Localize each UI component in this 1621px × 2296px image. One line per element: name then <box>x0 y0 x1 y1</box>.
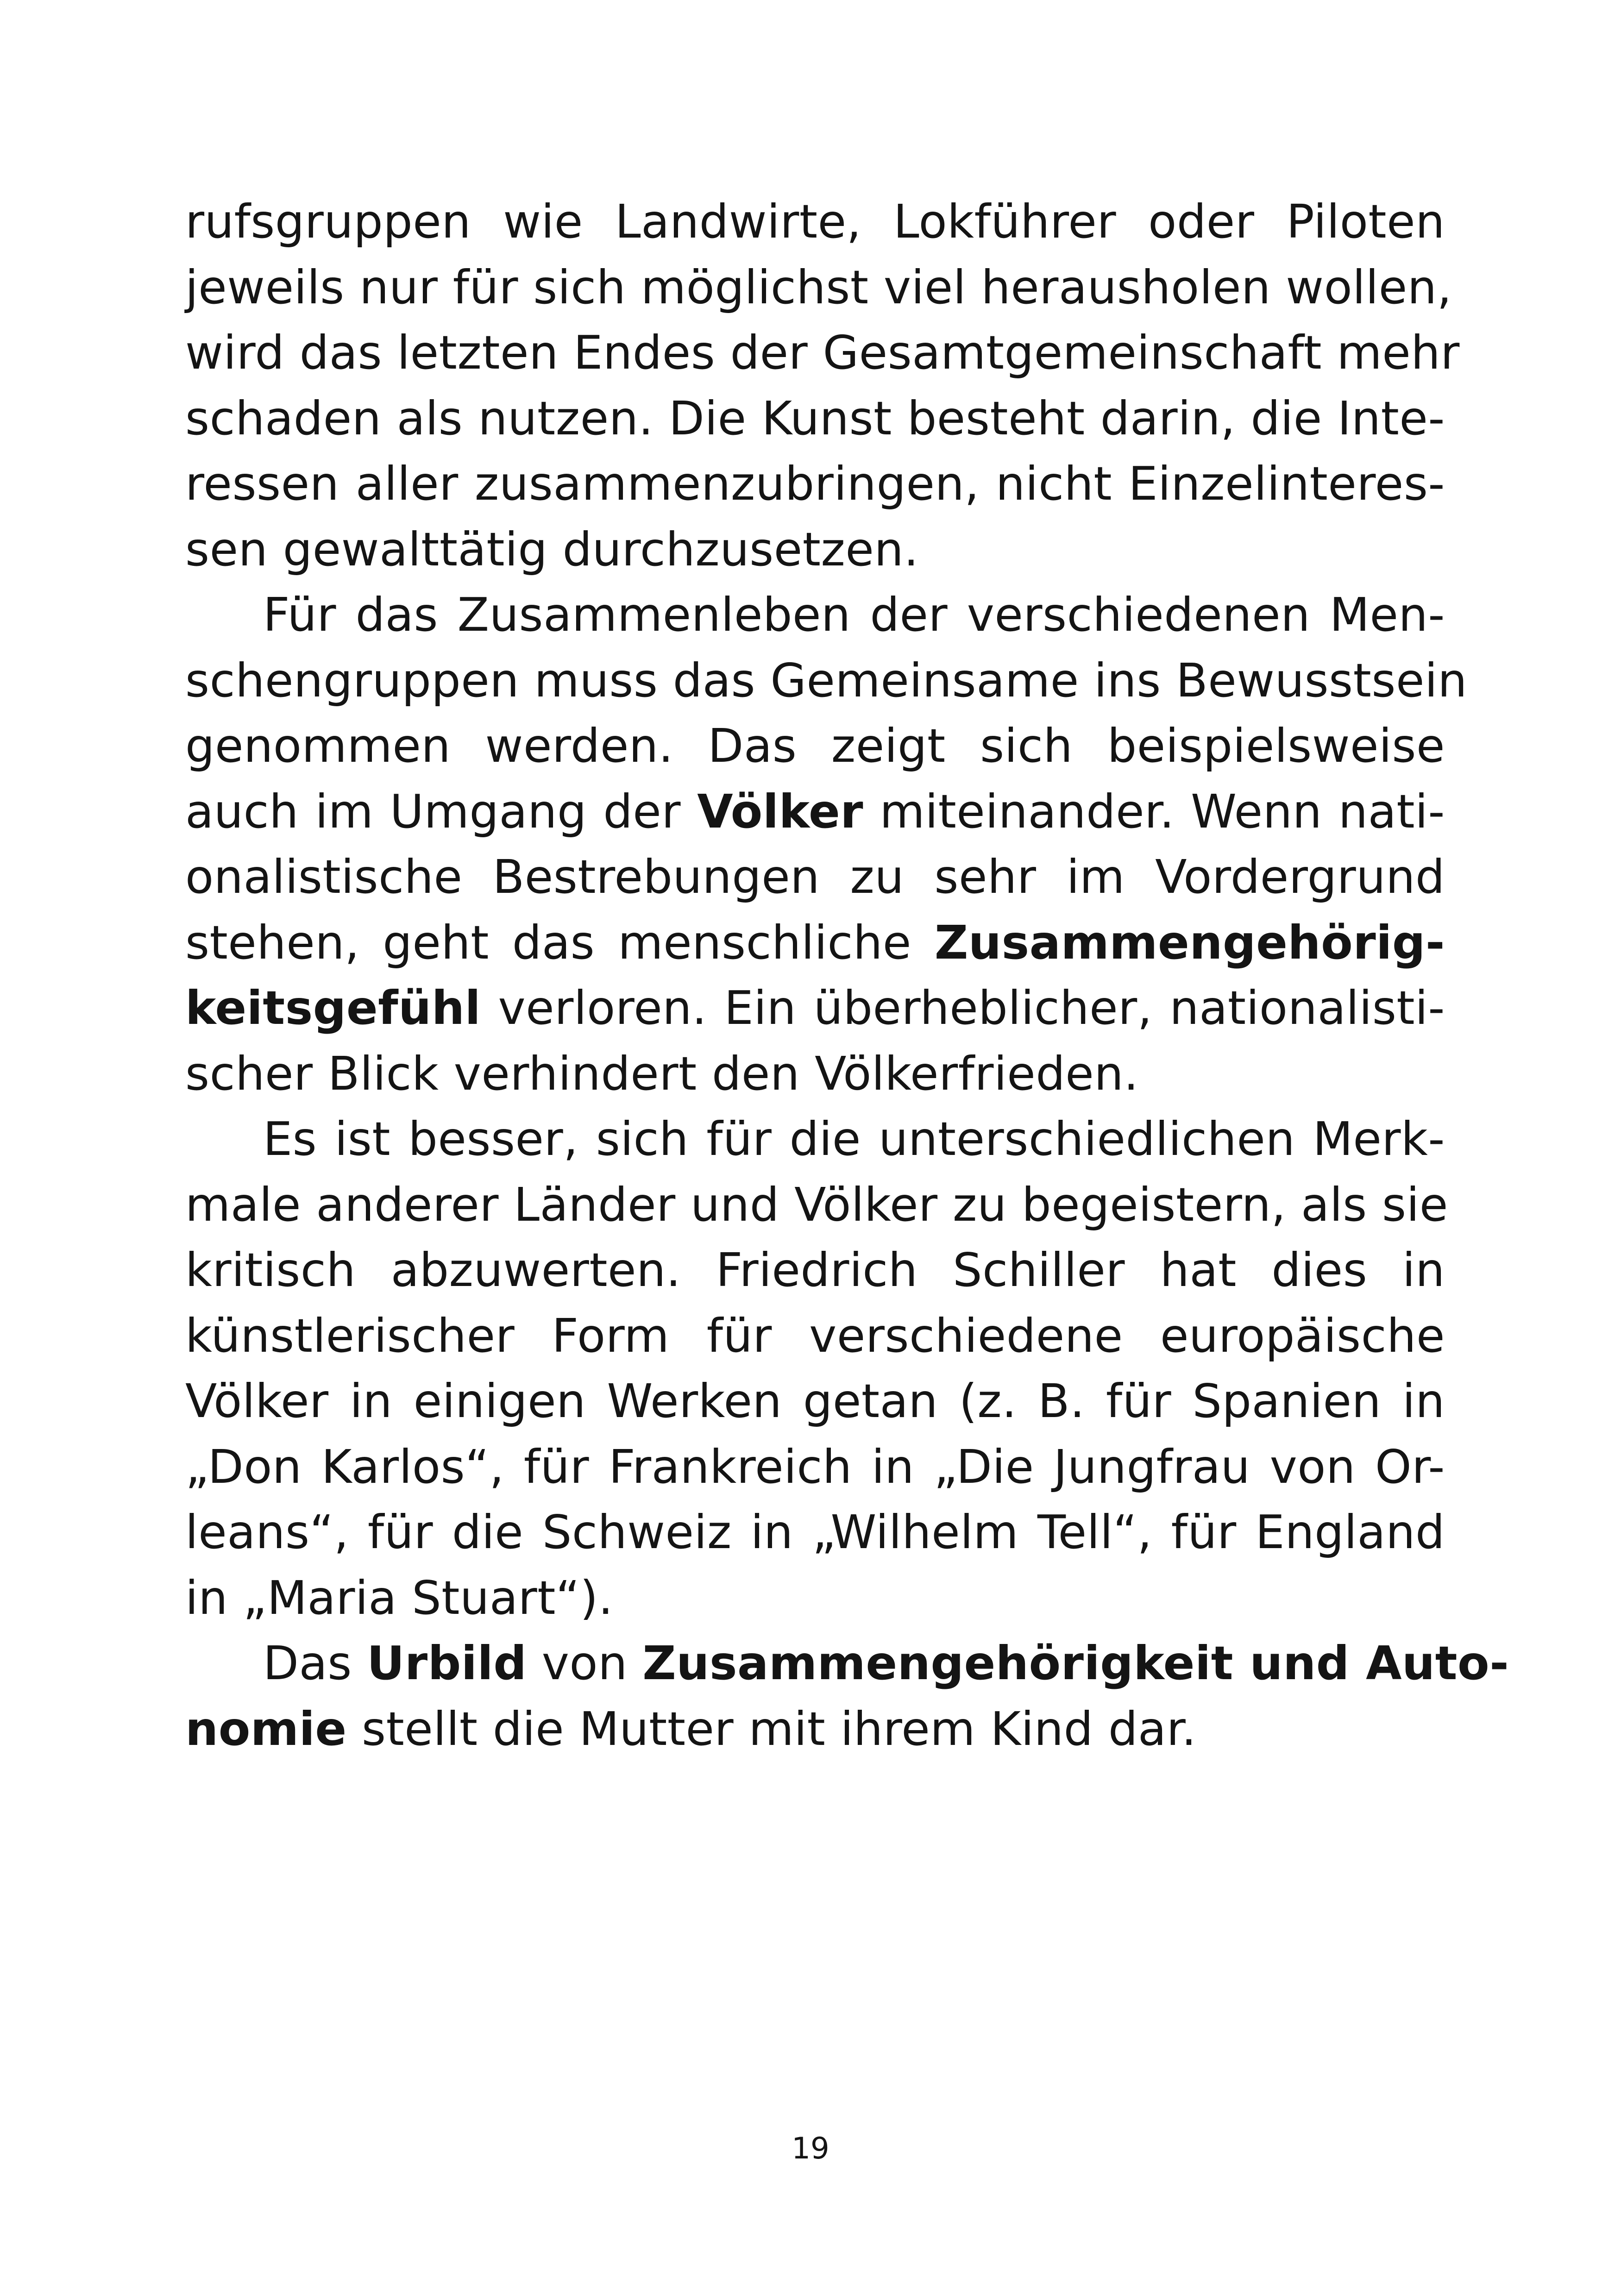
text-line <box>185 255 1452 320</box>
text-line <box>185 1237 1445 1303</box>
bold-term: keitsgefühl <box>185 981 481 1035</box>
text-segment: schaden als nutzen. Die Kunst besteht darin, die Inte- <box>185 391 1445 445</box>
text-segment: wird das letzten Endes der Gesamtgemeinschaft mehr <box>185 326 1460 380</box>
text-segment: „Don Karlos“, für Frankreich in „Die Jungfrau von Or- <box>185 1439 1445 1494</box>
text-segment: verloren. Ein überheblicher, nationalisti- <box>481 981 1445 1035</box>
text-segment: Völker in einigen Werken getan (z. B. für Spanien in <box>185 1374 1445 1428</box>
text-line <box>185 189 1445 255</box>
bold-term: Urbild <box>367 1636 527 1690</box>
text-line <box>185 451 1445 517</box>
paragraph-2 <box>185 582 1468 1106</box>
text-segment: genommen werden. Das zeigt sich beispielsweise <box>185 719 1445 773</box>
text-segment: scher Blick verhindert den Völkerfrieden. <box>185 1046 1139 1101</box>
text-segment: künstlerischer Form für verschiedene europäische <box>185 1308 1445 1363</box>
text-line <box>185 386 1445 452</box>
bold-term: nomie <box>185 1701 347 1756</box>
text-segment: sen gewalttätig durchzusetzen. <box>185 522 919 577</box>
text-segment: jeweils nur für sich möglichst viel herausholen wollen, <box>185 260 1452 314</box>
text-line <box>185 1041 1445 1107</box>
text-line <box>185 1368 1445 1434</box>
text-line <box>185 517 1445 583</box>
text-line <box>185 648 1468 714</box>
text-segment: leans“, für die Schweiz in „Wilhelm Tell“, für England <box>185 1505 1445 1559</box>
bold-term: Zusammengehörig- <box>934 915 1445 970</box>
body-text <box>185 189 1509 1762</box>
page-number: 19 <box>792 2132 829 2166</box>
text-line <box>185 1565 1445 1631</box>
text-segment: auch im Umgang der <box>185 784 697 839</box>
text-segment: ressen aller zusammenzubringen, nicht Einzelinteres- <box>185 457 1445 511</box>
text-segment: Für das Zusammenleben der verschiedenen Men- <box>263 588 1445 642</box>
text-segment: Das <box>263 1636 367 1690</box>
text-line <box>185 1499 1445 1565</box>
text-line <box>185 582 1445 648</box>
text-line <box>185 320 1460 386</box>
text-segment: Es ist besser, sich für die unterschiedlichen Merk- <box>263 1112 1445 1166</box>
text-segment: von <box>527 1636 643 1690</box>
text-line <box>185 1434 1445 1500</box>
text-line <box>185 713 1445 779</box>
text-line <box>185 1106 1445 1172</box>
bold-term: Völker <box>697 784 864 839</box>
text-line <box>185 910 1445 976</box>
text-line <box>185 779 1445 845</box>
paragraph-3 <box>185 1106 1448 1631</box>
text-segment: stellt die Mutter mit ihrem Kind dar. <box>346 1701 1197 1756</box>
text-line <box>185 1303 1445 1369</box>
paragraph-1 <box>185 189 1460 582</box>
text-segment: onalistische Bestrebungen zu sehr im Vordergrund <box>185 850 1445 904</box>
text-line <box>185 844 1445 910</box>
text-segment: stehen, geht das menschliche <box>185 915 935 970</box>
text-segment: rufsgruppen wie Landwirte, Lokführer oder Piloten <box>185 194 1445 249</box>
text-segment: in „Maria Stuart“). <box>185 1570 614 1625</box>
bold-term: Zusammengehörigkeit und Auto- <box>642 1636 1509 1690</box>
text-line <box>185 1696 1445 1762</box>
text-segment: schengruppen muss das Gemeinsame ins Bewusstsein <box>185 653 1468 708</box>
text-segment: male anderer Länder und Völker zu begeistern, als sie <box>185 1177 1448 1232</box>
text-segment: kritisch abzuwerten. Friedrich Schiller hat dies in <box>185 1243 1445 1297</box>
text-line <box>185 975 1445 1041</box>
text-line <box>185 1631 1509 1696</box>
paragraph-4 <box>185 1631 1509 1762</box>
text-line <box>185 1172 1448 1238</box>
text-segment: miteinander. Wenn nati- <box>863 784 1445 839</box>
